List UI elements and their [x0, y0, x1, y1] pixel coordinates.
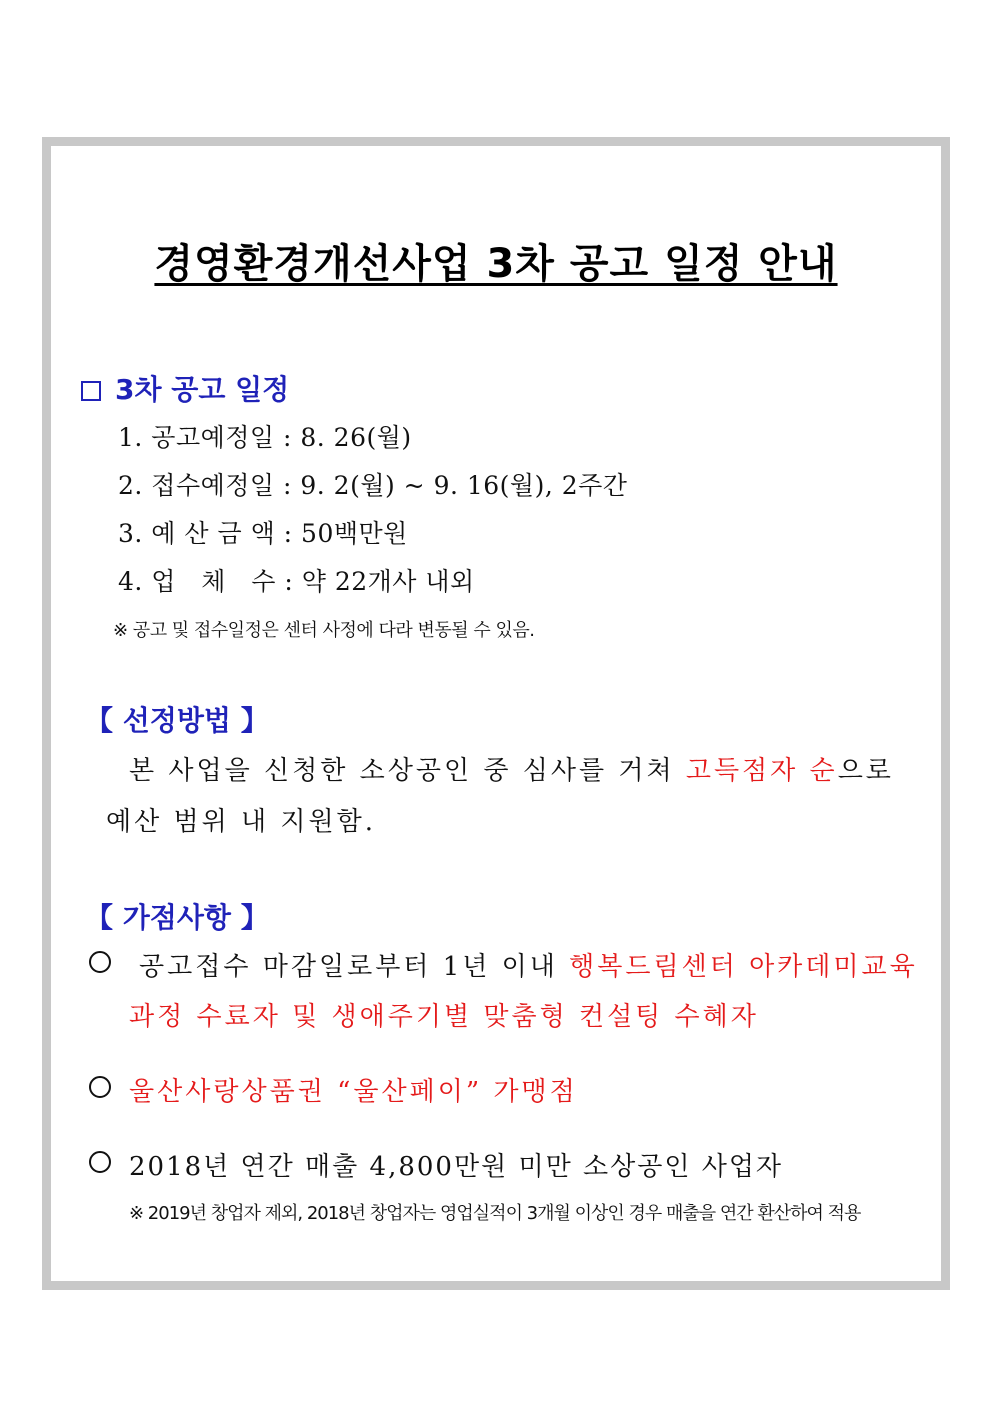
schedule-item: 2. 접수예정일 : 9. 2(월) ~ 9. 16(월), 2주간: [118, 471, 628, 500]
schedule-item: 1. 공고예정일 : 8. 26(월): [118, 423, 412, 452]
schedule-heading-text: 3차 공고 일정: [115, 373, 290, 406]
selection-heading: 【 선정방법 】: [85, 704, 269, 737]
selection-text: 본 사업을 신청한 소상공인 중 심사를 거쳐: [129, 756, 686, 786]
bonus-heading: 【 가점사항 】: [85, 901, 269, 934]
selection-text: 으로: [837, 756, 894, 786]
schedule-item: 4. 업 체 수 : 약 22개사 내외: [118, 567, 475, 596]
bonus-emphasis: 행복드림센터 아카데미교육: [569, 952, 918, 982]
bonus-note: ※ 2019년 창업자 제외, 2018년 창업자는 영업실적이 3개월 이상인 경우 매출을 연간 환산하여 적용: [129, 1203, 861, 1224]
square-bullet-icon: [81, 381, 101, 401]
bonus-item-1: [139, 946, 918, 983]
selection-line-1: [129, 750, 894, 787]
notice-frame: [42, 137, 950, 1290]
bonus-item-3: 2018년 연간 매출 4,800만원 미만 소상공인 사업자: [129, 1152, 784, 1182]
schedule-note: ※ 공고 및 접수일정은 센터 사정에 다라 변동될 수 있음.: [113, 620, 535, 641]
bonus-item-2: 울산사랑상품권 “울산페이” 가맹점: [129, 1077, 578, 1107]
circle-bullet-icon: [89, 1076, 111, 1100]
bonus-text: 공고접수 마감일로부터 1년 이내: [139, 952, 570, 982]
bonus-item-1-cont: 과정 수료자 및 생애주기별 맞춤형 컨설팅 수혜자: [129, 1002, 759, 1032]
schedule-item: 3. 예 산 금 액 : 50백만원: [118, 519, 408, 548]
selection-line-2: 예산 범위 내 지원함.: [106, 807, 376, 837]
schedule-heading: [81, 368, 289, 408]
circle-bullet-icon: [89, 1151, 111, 1175]
page-title: 경영환경개선사업 3차 공고 일정 안내: [154, 241, 838, 287]
selection-emphasis: 고득점자 순: [685, 756, 838, 786]
circle-bullet-icon: [89, 951, 111, 975]
